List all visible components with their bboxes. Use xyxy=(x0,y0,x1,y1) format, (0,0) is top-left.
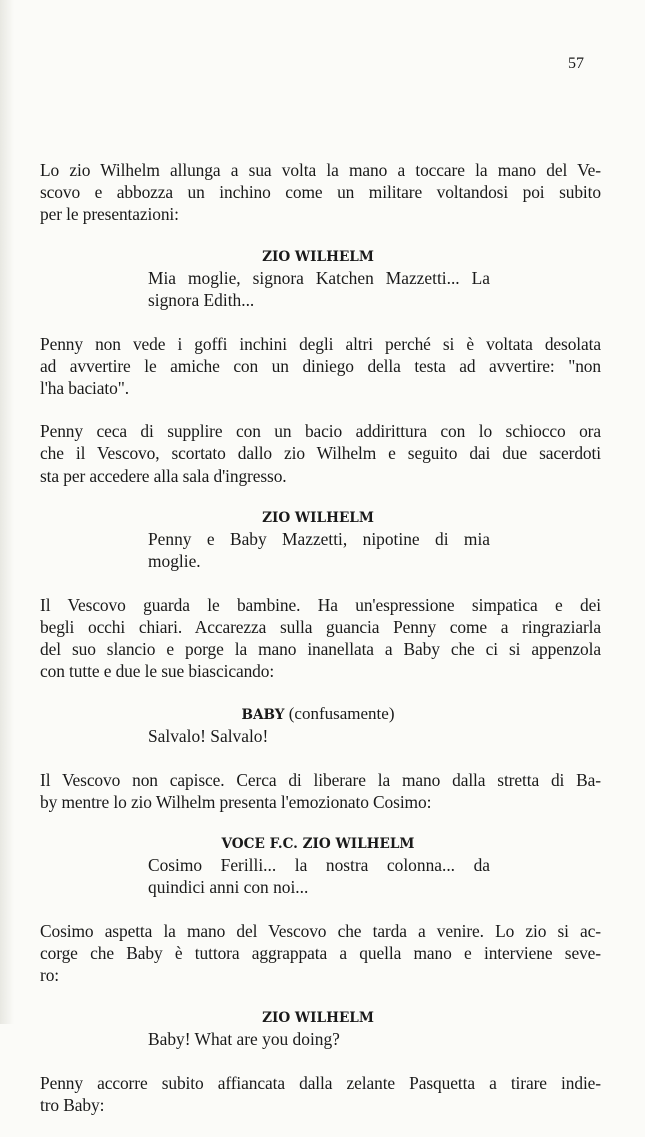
action-paragraph xyxy=(40,594,601,683)
text-line: begli occhi chiari. Accarezza sulla guancia Penny come a ringraziarla xyxy=(40,617,601,638)
text-line: Cosimo aspetta la mano del Vescovo che tarda a venire. Lo zio si ac- xyxy=(40,921,601,942)
dialogue-text xyxy=(148,725,490,747)
action-paragraph xyxy=(40,420,601,487)
text-line: sta per accedere alla sala d'ingresso. xyxy=(40,465,287,486)
text-line: Penny ceca di supplire con un bacio addirittura con lo schiocco ora xyxy=(40,421,601,442)
dialogue-line: Baby! What are you doing? xyxy=(148,1028,340,1049)
dialogue-text xyxy=(148,267,490,311)
dialogue-text xyxy=(148,1028,490,1050)
parenthetical: (confusamente) xyxy=(284,703,395,723)
speaker-label: VOCE F.C. ZIO WILHELM xyxy=(221,836,415,853)
action-paragraph xyxy=(40,920,601,987)
dialogue-block xyxy=(40,1008,601,1050)
character-name xyxy=(40,704,596,725)
dialogue-block xyxy=(40,247,601,311)
text-line: per le presentazioni: xyxy=(40,204,179,225)
dialogue-line: Penny e Baby Mazzetti, nipotine di mia xyxy=(148,528,490,549)
text-line: Il Vescovo guarda le bambine. Ha un'espressione simpatica e dei xyxy=(40,594,601,615)
action-paragraph xyxy=(40,333,601,400)
text-line: del suo slancio e porge la mano inanellata a Baby che ci si appenzola xyxy=(40,639,601,660)
script-body xyxy=(40,159,601,1137)
dialogue-text xyxy=(148,854,490,898)
text-line: con tutte e due le sue biascicando: xyxy=(40,661,275,682)
text-line: Il Vescovo non capisce. Cerca di liberare la mano dalla stretta di Ba- xyxy=(40,769,601,790)
dialogue-block xyxy=(40,834,601,898)
character-name xyxy=(40,247,596,267)
text-line: l'ha baciato". xyxy=(40,378,129,399)
action-paragraph xyxy=(40,769,601,813)
character-name xyxy=(40,834,596,854)
text-line: Penny non vede i goffi inchini degli altri perché si è voltata desolata xyxy=(40,333,601,354)
text-line: ad avvertire le amiche con un diniego della testa ad avvertire: "non xyxy=(40,355,601,376)
text-line: Lo zio Wilhelm allunga a sua volta la mano a toccare la mano del Ve- xyxy=(40,160,601,180)
text-line: tro Baby: xyxy=(40,1094,105,1115)
character-name xyxy=(40,508,596,528)
speaker-label: ZIO WILHELM xyxy=(262,248,374,265)
action-paragraph xyxy=(40,159,601,226)
dialogue-line: Mia moglie, signora Katchen Mazzetti... La xyxy=(148,267,490,288)
speaker-label: ZIO WILHELM xyxy=(262,509,374,526)
dialogue-line: signora Edith... xyxy=(148,289,255,310)
character-name xyxy=(40,1008,596,1028)
page-edge-shadow xyxy=(0,0,14,1024)
text-line: by mentre lo zio Wilhelm presenta l'emozionato Cosimo: xyxy=(40,791,432,812)
dialogue-line: moglie. xyxy=(148,550,201,571)
dialogue-line: Cosimo Ferilli... la nostra colonna... da xyxy=(148,855,490,876)
dialogue-block xyxy=(40,508,601,572)
text-line: ro: xyxy=(40,965,60,986)
speaker-label: ZIO WILHELM xyxy=(262,1009,374,1026)
speaker-label: BABY xyxy=(241,706,285,723)
action-paragraph xyxy=(40,1072,601,1116)
text-line: scovo e abbozza un inchino come un militare voltandosi poi subito xyxy=(40,182,601,203)
dialogue-text xyxy=(148,528,490,572)
text-line: corge che Baby è tuttora aggrappata a quella mano e interviene seve- xyxy=(40,943,601,964)
text-line: che il Vescovo, scortato dallo zio Wilhelm e seguito dai due sacerdoti xyxy=(40,443,601,464)
dialogue-block xyxy=(40,704,601,747)
page-number: 57 xyxy=(568,55,584,72)
text-line: Penny accorre subito affiancata dalla zelante Pasquetta a tirare indie- xyxy=(40,1072,601,1093)
dialogue-line: quindici anni con noi... xyxy=(148,877,309,898)
dialogue-line: Salvalo! Salvalo! xyxy=(148,725,269,746)
